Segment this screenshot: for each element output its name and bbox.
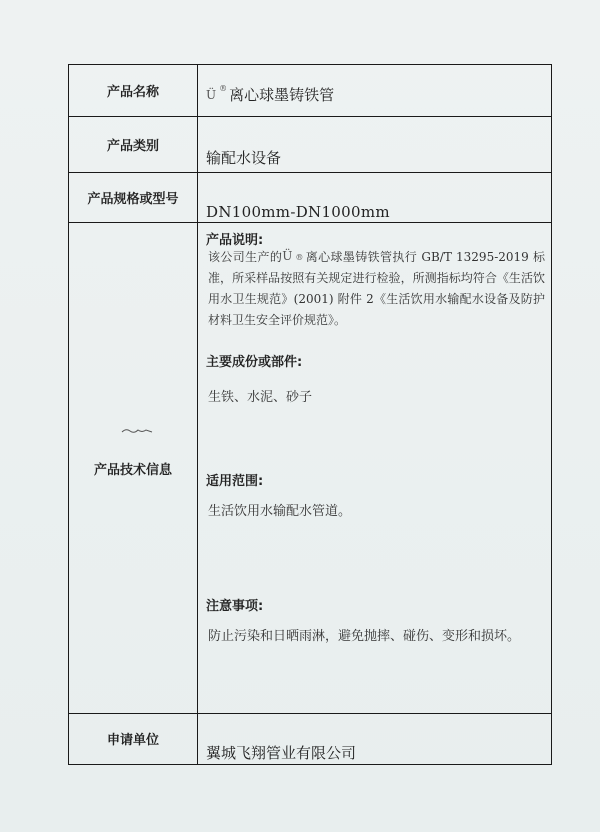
scope-title: 适用范围: [206,474,264,490]
scope-text: 生活饮用水输配水管道。 [208,504,352,520]
row-spec-model [69,173,552,223]
product-name-value [198,65,552,117]
spec-model-label: 产品规格或型号 [69,173,198,223]
tech-info-content [198,223,552,714]
product-name-text: 离心球墨铸铁管 [229,85,335,104]
row-applicant [69,713,552,764]
registered-mark: ® [219,83,228,93]
brand-logo-small-icon: Ü [282,249,293,264]
components-text: 生铁、水泥、砂子 [208,390,313,406]
row-product-category [69,117,552,173]
ink-scribble-mark [120,426,156,436]
registered-mark-small: ® [295,253,304,263]
description-body: 离心球墨铸铁管执行 GB/T 13295-2019 标准，所采样品按照有关规定进行检验，所测指标均符合《生活饮用水卫生规范》(2001) 附件 2《生活饮用水输配水设备及防护材料卫生安全评价规范》。 [208,250,545,328]
description-text [208,247,545,331]
applicant-label: 申请单位 [69,713,198,764]
description-title: 产品说明: [206,233,264,249]
notes-title: 注意事项: [206,599,264,615]
product-info-table [68,64,552,765]
components-title: 主要成份或部件: [206,355,303,371]
product-name-label: 产品名称 [69,65,198,117]
tech-info-label: 产品技术信息 [69,223,198,714]
product-category-value: 输配水设备 [198,117,552,173]
brand-logo-icon: Ü [206,87,217,102]
notes-text: 防止污染和日晒雨淋，避免抛摔、碰伤、变形和损坏。 [208,629,521,645]
spec-model-value: DN100mm-DN1000mm [198,173,552,223]
row-tech-info [69,223,552,714]
applicant-value: 翼城飞翔管业有限公司 [198,713,552,764]
description-prefix: 该公司生产的 [208,250,283,265]
row-product-name [69,65,552,117]
product-category-label: 产品类别 [69,117,198,173]
